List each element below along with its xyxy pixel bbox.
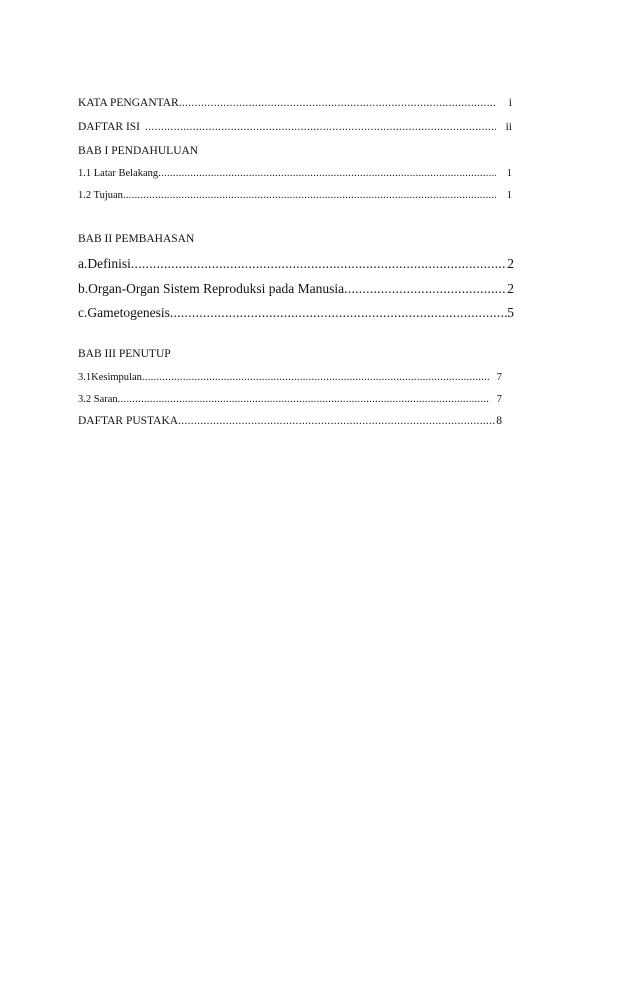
toc-entry-organ-organ — [78, 281, 514, 297]
chapter-heading-bab-1: BAB I PENDAHULUAN — [78, 145, 199, 157]
list-marker: b. — [78, 281, 89, 296]
toc-entry-page: 7 — [496, 372, 502, 383]
dot-leader — [118, 394, 490, 405]
toc-entry-label: KATA PENGANTAR — [78, 97, 179, 109]
toc-entry-definisi — [78, 256, 514, 272]
toc-entry-page: i — [508, 97, 512, 109]
toc-entry-label: Organ-Organ Sistem Reproduksi pada Manusia — [88, 281, 345, 296]
toc-entry-page: ii — [505, 121, 512, 133]
toc-entry-label: Gametogenesis — [87, 305, 170, 320]
toc-entry-daftar-isi — [78, 121, 512, 133]
toc-entry-latar-belakang — [78, 168, 512, 179]
dot-leader — [344, 281, 507, 297]
dot-leader — [170, 305, 507, 321]
dot-leader — [142, 372, 490, 383]
list-marker: c. — [78, 305, 88, 320]
dot-leader — [123, 190, 496, 201]
toc-entry-label: 1.1 Latar Belakang — [78, 168, 159, 179]
dot-leader — [158, 168, 496, 179]
toc-entry-label: 3.1Kesimpulan — [78, 372, 142, 383]
toc-entry-page: 8 — [496, 415, 502, 427]
toc-entry-gametogenesis — [78, 305, 514, 321]
toc-entry-daftar-pustaka — [78, 415, 502, 427]
toc-entry-label: DAFTAR ISI — [78, 121, 141, 133]
toc-entry-tujuan — [78, 190, 512, 201]
toc-entry-label: 1.2 Tujuan — [78, 190, 123, 201]
dot-leader — [179, 97, 496, 109]
dot-leader — [131, 256, 507, 272]
toc-entry-page: 5 — [507, 305, 514, 320]
list-marker: a. — [78, 256, 88, 271]
toc-entry-page: 1 — [506, 168, 512, 179]
toc-entry-saran — [78, 394, 502, 405]
chapter-heading-bab-2: BAB II PEMBAHASAN — [78, 233, 195, 245]
toc-entry-page: 7 — [496, 394, 502, 405]
dot-leader — [140, 121, 496, 133]
chapter-heading-bab-3: BAB III PENUTUP — [78, 348, 171, 360]
toc-entry-page: 1 — [506, 190, 512, 201]
toc-entry-label: 3.2 Saran — [78, 394, 118, 405]
dot-leader — [178, 415, 496, 427]
toc-entry-page: 2 — [507, 281, 514, 296]
toc-entry-kesimpulan — [78, 372, 502, 383]
toc-entry-label: Definisi — [87, 256, 131, 271]
toc-entry-page: 2 — [507, 256, 514, 271]
toc-entry-kata-pengantar — [78, 97, 512, 109]
toc-entry-label: DAFTAR PUSTAKA — [78, 415, 179, 427]
